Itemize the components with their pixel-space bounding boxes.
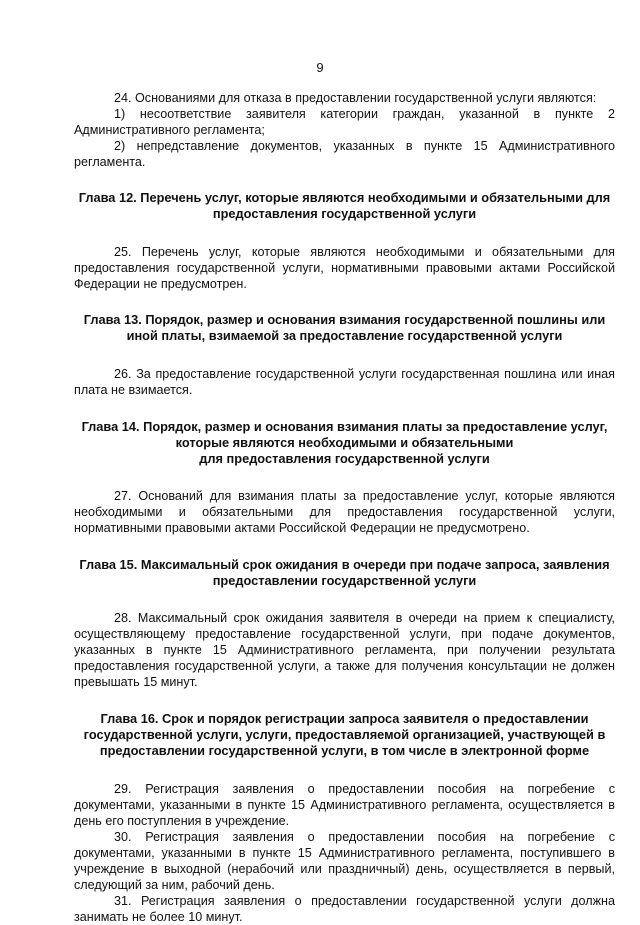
- page-number: 9: [316, 60, 324, 75]
- chapter-13-heading: Глава 13. Порядок, размер и основания взимания государственной пошлины или иной платы, взимаемой за предоставление государственной услуги: [83, 312, 606, 343]
- paragraph-30: 30. Регистрация заявления о предоставлении пособия на погребение с документами, указанными в пункте 15 Административного регламента, поступившего в учреждение в выходной (нерабочий или праздничный) день, осуществляется в первый, следующий за ним, рабочий день.: [74, 830, 615, 892]
- chapter-14-heading-line-1: Глава 14. Порядок, размер и основания взимания платы за предоставление услуг,: [81, 419, 608, 434]
- chapter-16-heading: Глава 16. Срок и порядок регистрации запроса заявителя о предоставлении государственной услуги, услуги, предоставляемой организацией, участвующей в предоставлении государственной услуги, в том числе в электронной форме: [83, 711, 606, 758]
- page-content: [74, 90, 615, 925]
- chapter-14-heading-line-3: для предоставления государственной услуги: [199, 451, 490, 466]
- paragraph-29: 29. Регистрация заявления о предоставлении пособия на погребение с документами, указанными в пункте 15 Административного регламента, осуществляется в день его поступления в учреждение.: [74, 782, 615, 828]
- paragraph-27: 27. Оснований для взимания платы за предоставление услуг, которые являются необходимыми и обязательными для предоставления государственной услуги, нормативными правовыми актами Российской Федерации не предусмотрено.: [74, 489, 615, 535]
- paragraph-24-intro: 24. Основаниями для отказа в предоставлении государственной услуги являются:: [114, 91, 597, 105]
- paragraph-28: 28. Максимальный срок ожидания заявителя в очереди на прием к специалисту, осуществляющему предоставление государственной услуги, при подаче документов, указанных в пункте 15 Административного регламента, при получении результата предоставления государственной услуги, а также для получения консультации не должен превышать 15 минут.: [74, 611, 615, 689]
- paragraph-24-item-2: 2) непредставление документов, указанных в пункте 15 Административного регламента.: [74, 139, 615, 169]
- paragraph-25: 25. Перечень услуг, которые являются необходимыми и обязательными для предоставления государственной услуги, нормативными правовыми актами Российской Федерации не предусмотрен.: [74, 245, 615, 291]
- paragraph-31: 31. Регистрация заявления о предоставлении государственной услуги должна занимать не более 10 минут.: [74, 894, 615, 924]
- chapter-14-heading-line-2: которые являются необходимыми и обязательными: [175, 435, 514, 450]
- paragraph-26: 26. За предоставление государственной услуги государственная пошлина или иная плата не взимается.: [74, 367, 615, 397]
- chapter-14-heading: [74, 419, 615, 467]
- paragraph-24-item-1: 1) несоответствие заявителя категории граждан, указанной в пункте 2 Административного регламента;: [74, 107, 615, 137]
- chapter-15-heading: Глава 15. Максимальный срок ожидания в очереди при подаче запроса, заявления предоставлении государственной услуги: [79, 557, 610, 588]
- chapter-12-heading: Глава 12. Перечень услуг, которые являются необходимыми и обязательными для предоставления государственной услуги: [78, 190, 611, 221]
